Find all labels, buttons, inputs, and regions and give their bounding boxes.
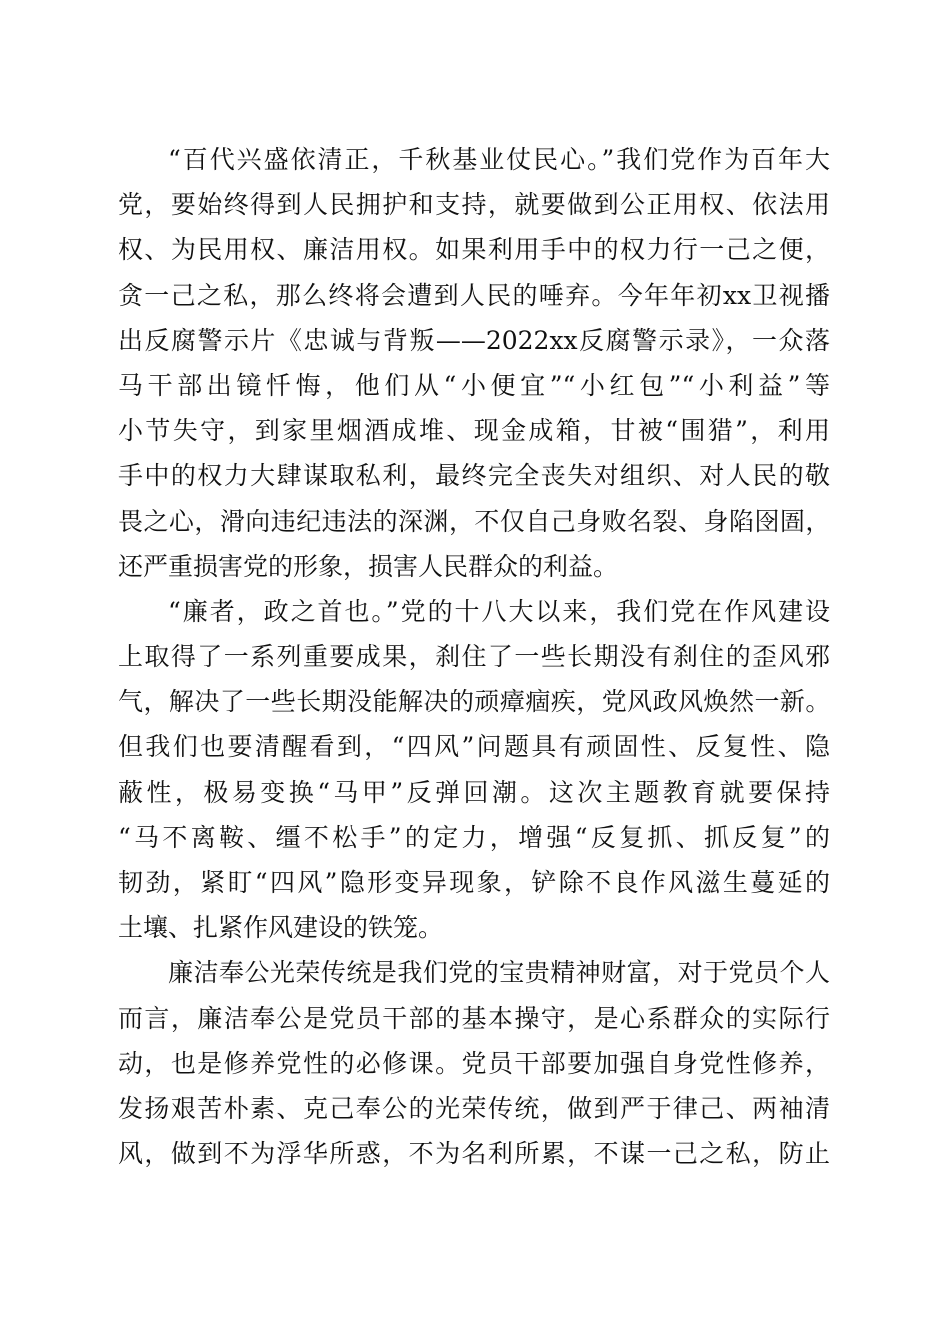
paragraph-1-line-8: 手中的权力大肆谋取私利，最终完全丧失对组织、对人民的敬 xyxy=(118,461,830,491)
paragraph-2-line-4: 但我们也要清醒看到，“四风”问题具有顽固性、反复性、隐 xyxy=(118,732,830,762)
paragraph-3-line-2: 而言，廉洁奉公是党员干部的基本操守，是心系群众的实际行 xyxy=(118,1003,830,1033)
paragraph-2-line-1: “廉者，政之首也。”党的十八大以来，我们党在作风建设 xyxy=(168,596,830,626)
paragraph-1-line-2: 党，要始终得到人民拥护和支持，就要做到公正用权、依法用 xyxy=(118,190,830,220)
paragraph-1-line-4: 贪一己之私，那么终将会遭到人民的唾弃。今年年初xx卫视播 xyxy=(118,280,830,310)
paragraph-3-line-3: 动，也是修养党性的必修课。党员干部要加强自身党性修养， xyxy=(118,1048,830,1078)
paragraph-1-line-5: 出反腐警示片《忠诚与背叛——2022xx反腐警示录》，一众落 xyxy=(118,325,830,355)
paragraph-2-line-2: 上取得了一系列重要成果，刹住了一些长期没有刹住的歪风邪 xyxy=(118,642,830,672)
paragraph-3-line-5: 风，做到不为浮华所惑，不为名利所累，不谋一己之私，防止 xyxy=(118,1139,830,1169)
paragraph-3-line-1: 廉洁奉公光荣传统是我们党的宝贵精神财富，对于党员个人 xyxy=(168,958,830,988)
paragraph-1-line-1: “百代兴盛依清正，千秋基业仗民心。”我们党作为百年大 xyxy=(168,145,830,174)
paragraph-3-line-4: 发扬艰苦朴素、克己奉公的光荣传统，做到严于律己、两袖清 xyxy=(118,1093,830,1123)
paragraph-2-line-8: 土壤、扎紧作风建设的铁笼。 xyxy=(118,913,444,943)
paragraph-1-line-6: 马干部出镜忏悔，他们从“小便宜”“小红包”“小利益”等 xyxy=(118,370,830,400)
paragraph-1-line-9: 畏之心，滑向违纪违法的深渊，不仅自己身败名裂、身陷囹圄， xyxy=(118,506,830,536)
paragraph-2-line-3: 气，解决了一些长期没能解决的顽瘴痼疾，党风政风焕然一新。 xyxy=(118,687,830,717)
paragraph-2-line-6: “马不离鞍、缰不松手”的定力，增强“反复抓、抓反复”的 xyxy=(118,822,830,852)
paragraph-2-line-7: 韧劲，紧盯“四风”隐形变异现象，铲除不良作风滋生蔓延的 xyxy=(118,868,830,897)
paragraph-1-line-10: 还严重损害党的形象，损害人民群众的利益。 xyxy=(118,551,619,581)
document-body xyxy=(118,137,830,1176)
paragraph-2-line-5: 蔽性，极易变换“马甲”反弹回潮。这次主题教育就要保持 xyxy=(118,777,830,807)
paragraph-1-line-7: 小节失守，到家里烟酒成堆、现金成箱，甘被“围猎”，利用 xyxy=(118,416,830,446)
paragraph-1-line-3: 权、为民用权、廉洁用权。如果利用手中的权力行一己之便， xyxy=(118,235,830,265)
